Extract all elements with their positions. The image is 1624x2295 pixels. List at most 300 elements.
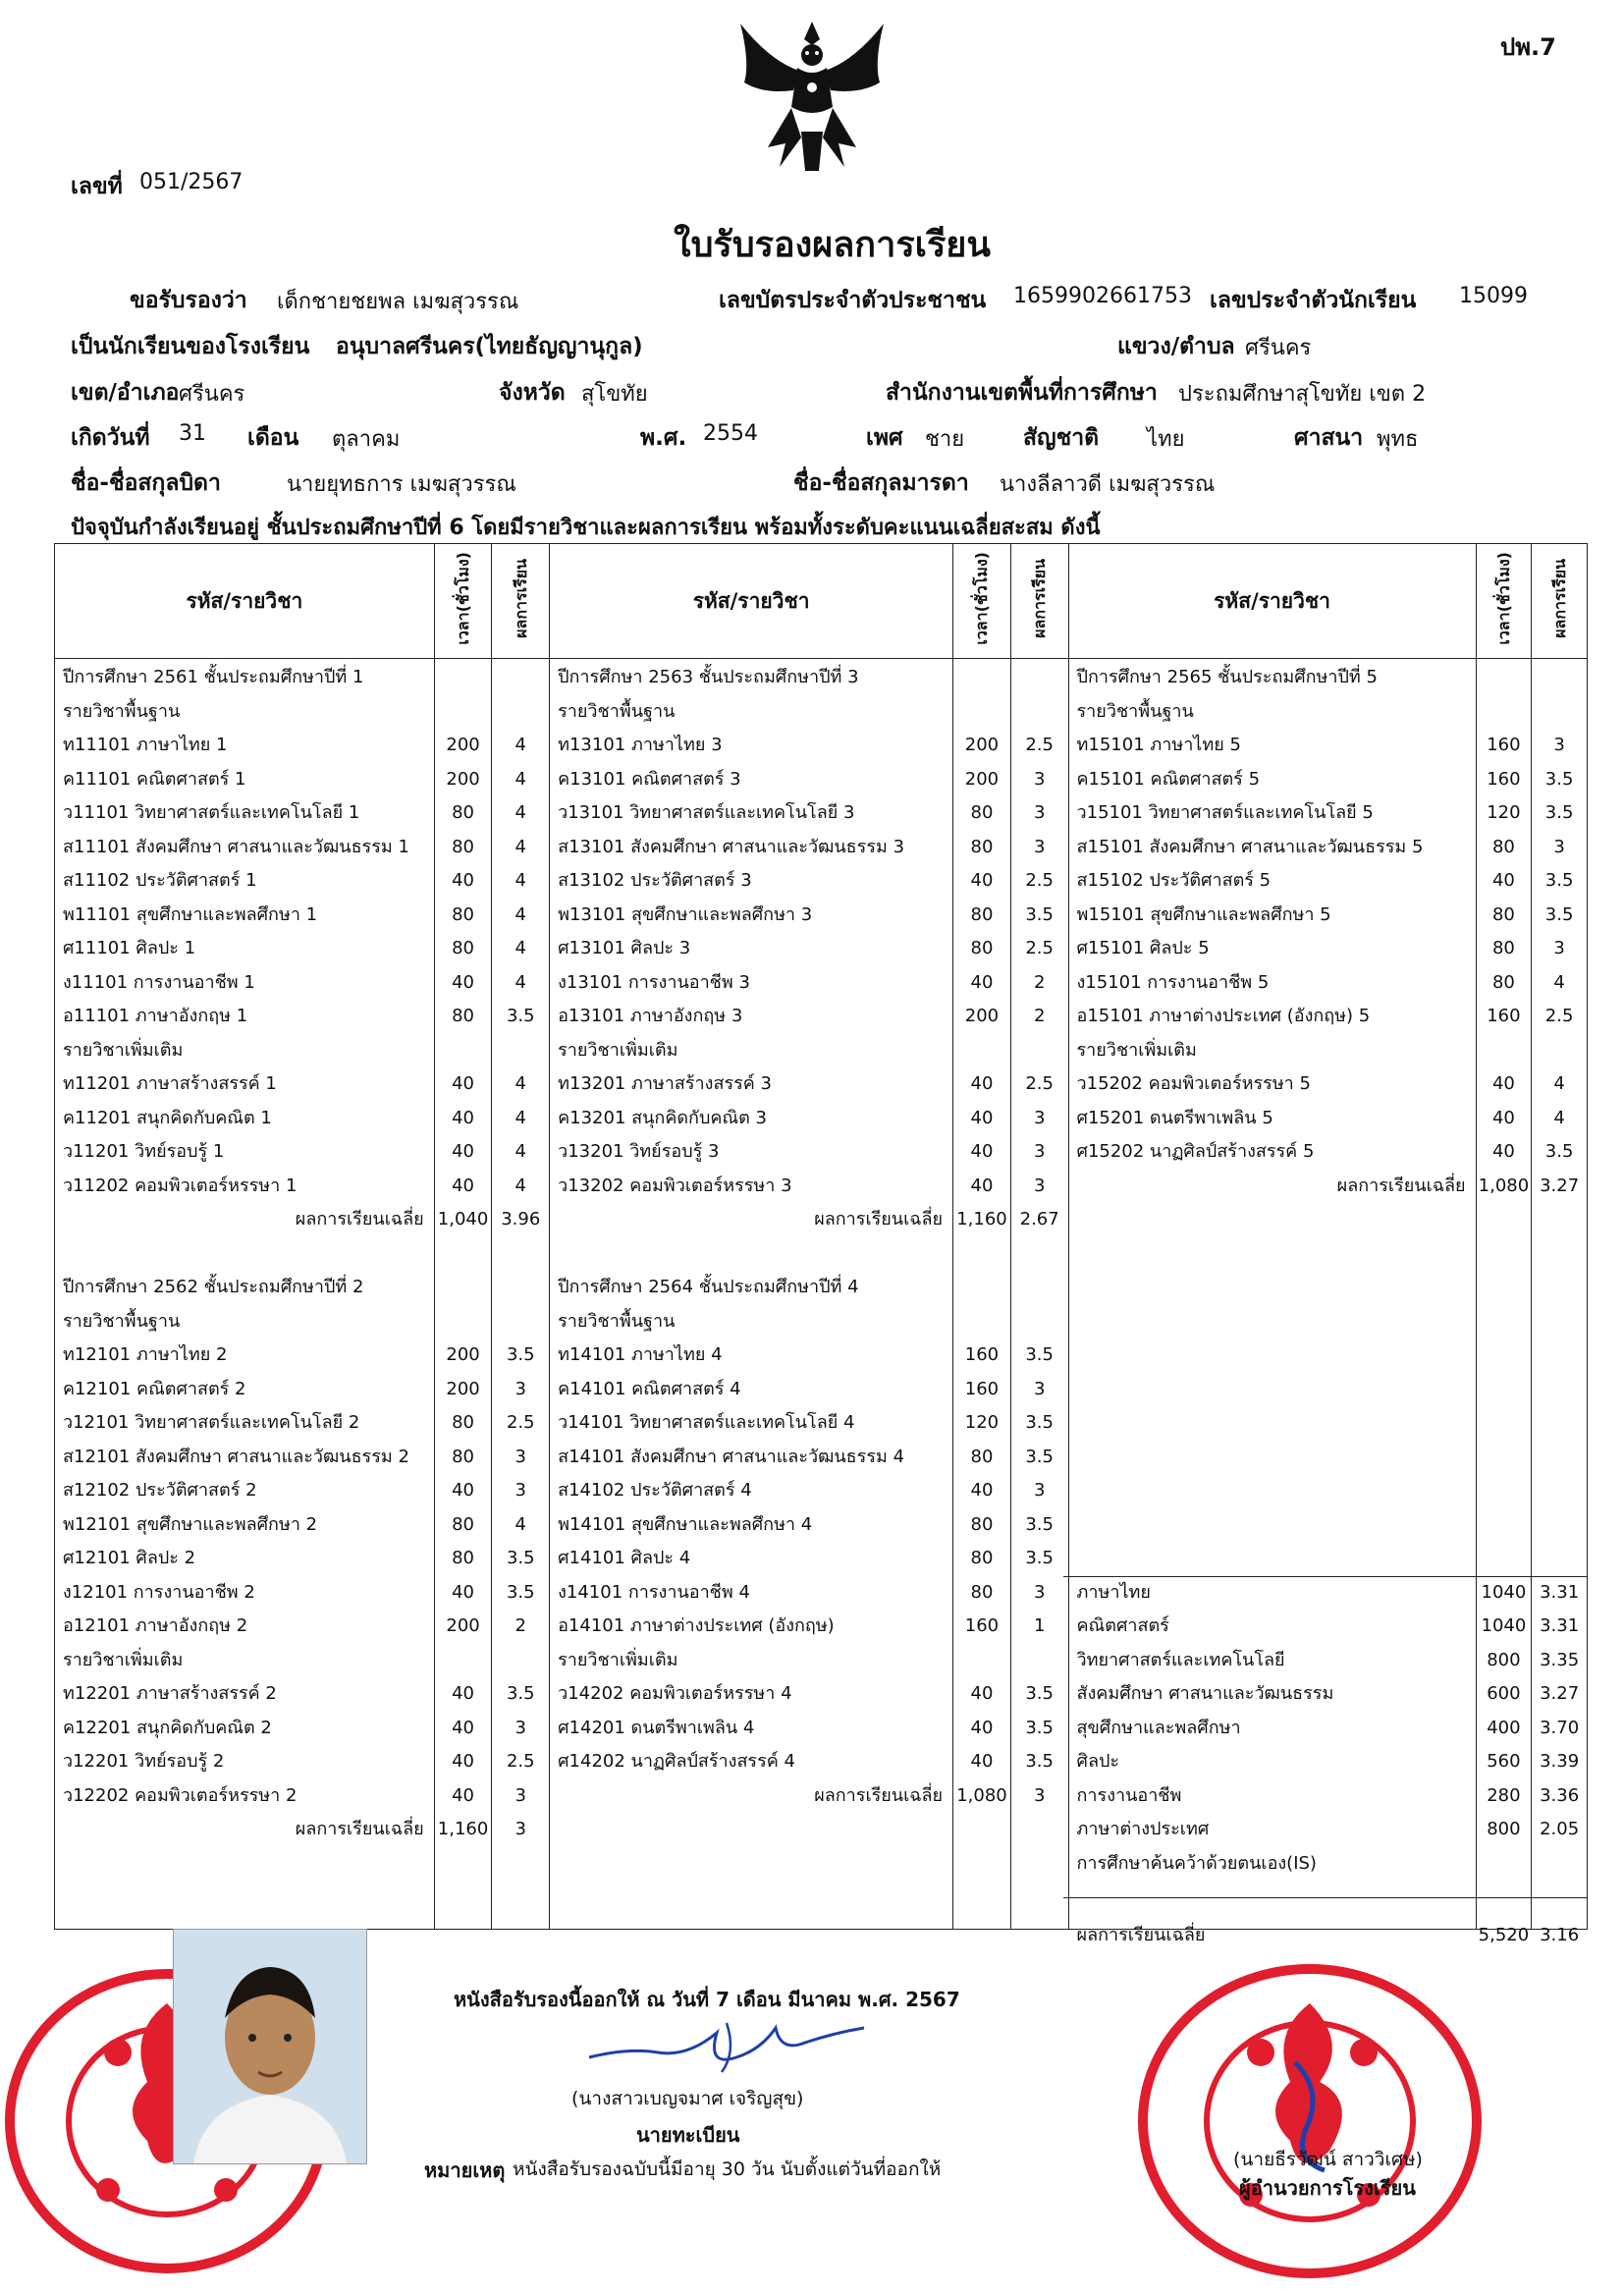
subject-hours: [953, 1305, 1010, 1339]
subject-name: ค13101 คณิตศาสตร์ 3: [558, 768, 741, 790]
doc-number-label: เลขที่: [71, 174, 123, 199]
subject-name: ส14102 ประวัติศาสตร์ 4: [558, 1480, 752, 1501]
subject-hours: 120: [964, 1412, 1000, 1433]
subject-name: ว13101 วิทยาศาสตร์และเทคโนโลยี 3: [558, 802, 855, 823]
subject-grade: [1011, 1644, 1068, 1678]
subject-name: ส13102 ประวัติศาสตร์ 3: [558, 870, 752, 891]
subject-name: ส12101 สังคมศึกษา ศาสนาและวัฒนธรรม 2: [63, 1446, 409, 1467]
subject-grade: 3.5: [1025, 1717, 1054, 1738]
subject-hours: [1477, 1034, 1532, 1068]
subject-name: ว15202 คอมพิวเตอร์หรรษา 5: [1076, 1073, 1311, 1094]
director-title: ผู้อำนวยการโรงเรียน: [1239, 2176, 1416, 2200]
hours-header-2: [953, 544, 1011, 659]
subject-grade: 2.5: [1025, 735, 1054, 755]
sex-label: เพศ: [866, 425, 903, 451]
birth-month-label: เดือน: [247, 425, 299, 451]
subject-name: ท11201 ภาษาสร้างสรรค์ 1: [63, 1073, 277, 1094]
subject-name: ง15101 การงานอาชีพ 5: [1076, 971, 1270, 993]
subject-hours: 800: [1487, 1819, 1521, 1839]
subject-grade: [492, 661, 549, 695]
note-label: หมายเหตุ: [424, 2158, 506, 2182]
subject-grade: 4: [514, 768, 526, 790]
subject-header-1: รหัส/รายวิชา: [55, 544, 435, 659]
subject-hours: 80: [970, 938, 994, 958]
subject-name: พ11101 สุขศึกษาและพลศึกษา 1: [63, 903, 318, 925]
subject-hours: [435, 1644, 492, 1678]
subject-name: ศ15202 นาฏศิลป์สร้างสรรค์ 5: [1076, 1141, 1315, 1162]
subject-name: วิทยาศาสตร์และเทคโนโลยี: [1076, 1649, 1285, 1670]
subject-name: ศ12101 ศิลปะ 2: [63, 1548, 196, 1568]
subject-grade: 4: [514, 870, 526, 891]
subject-grade: [492, 1271, 549, 1305]
subject-name: พ14101 สุขศึกษาและพลศึกษา 4: [558, 1513, 813, 1535]
average-grade: 3.96: [501, 1209, 541, 1229]
subject-hours: 80: [970, 802, 994, 823]
subject-hours: 80: [970, 1581, 994, 1603]
birth-year-label: พ.ศ.: [640, 425, 687, 451]
nationality-label: สัญชาติ: [1023, 425, 1100, 451]
subject-hours: 40: [452, 1751, 474, 1772]
subject-hours: 1040: [1481, 1581, 1527, 1603]
subject-grade: 3: [1033, 1107, 1046, 1128]
subject-hours: 80: [452, 1412, 474, 1433]
subject-grade: [492, 1644, 549, 1678]
subject-hours: 80: [1491, 938, 1515, 958]
subject-grade: [492, 1034, 549, 1068]
subject-hours: [1477, 661, 1532, 695]
subject-grade: [1532, 1034, 1587, 1068]
subject-hours: 40: [452, 971, 474, 993]
col3-hours: [1476, 659, 1532, 1945]
subject-name: สังคมศึกษา ศาสนาและวัฒนธรรม: [1076, 1683, 1334, 1704]
document-title: ใบรับรองผลการเรียน: [674, 225, 991, 265]
subject-grade: 3: [514, 1446, 526, 1467]
subject-name: ศ13101 ศิลปะ 3: [558, 938, 691, 958]
current-status: ปัจจุบันกำลังเรียนอยู่ ชั้นประถมศึกษาปีที่ 6 โดยมีรายวิชาและผลการเรียน พร้อมทั้งระดับคะแนนเฉลี่ยสะสม ดังนี้: [71, 516, 1101, 540]
subject-hours: [1477, 695, 1532, 730]
total-hours: 1,160: [437, 1819, 489, 1839]
subject-name: ว12202 คอมพิวเตอร์หรรษา 2: [63, 1784, 298, 1806]
subject-name: ท11101 ภาษาไทย 1: [63, 735, 228, 755]
subject-name: ท13201 ภาษาสร้างสรรค์ 3: [558, 1073, 772, 1094]
subject-grade: [1532, 661, 1587, 695]
col2-subjects: [550, 659, 953, 1930]
subject-hours: 80: [1491, 971, 1515, 993]
subject-grade: 3.5: [1025, 1412, 1054, 1433]
student-name: เด็กชายชยพล เมฆสุวรรณ: [277, 290, 519, 314]
subject-grade: 4: [514, 802, 526, 823]
education-office: ประถมศึกษาสุโขทัย เขต 2: [1178, 382, 1427, 407]
subject-grade: 3: [1033, 836, 1046, 857]
subject-name: ส12102 ประวัติศาสตร์ 2: [63, 1480, 257, 1501]
subject-grade: 3: [1033, 802, 1046, 823]
subject-name: รายวิชาเพิ่มเติม: [63, 1649, 184, 1670]
subject-hours: 80: [1491, 903, 1515, 925]
father-name: นายยุทธการ เมฆสุวรรณ: [287, 472, 516, 497]
subject-grade: 3.5: [1025, 1683, 1054, 1704]
registrar-title: นายทะเบียน: [636, 2123, 740, 2147]
subject-hours: [435, 1034, 492, 1068]
subject-name: ส11101 สังคมศึกษา ศาสนาและวัฒนธรรม 1: [63, 836, 409, 857]
director-name: (นายธีรวัฒน์ สาววิเศษ): [1233, 2149, 1423, 2170]
subject-name: อ15101 ภาษาต่างประเทศ (อังกฤษ) 5: [1076, 1006, 1371, 1026]
subject-grade: 4: [1553, 1107, 1565, 1128]
subject-name: ง12101 การงานอาชีพ 2: [63, 1581, 255, 1603]
subject-name: ส14101 สังคมศึกษา ศาสนาและวัฒนธรรม 4: [558, 1446, 905, 1467]
subject-name: ว15101 วิทยาศาสตร์และเทคโนโลยี 5: [1076, 802, 1374, 823]
subject-name: [55, 1237, 434, 1272]
subject-name: ค11201 สนุกคิดกับคณิต 1: [63, 1107, 272, 1128]
subject-header-3: รหัส/รายวิชา: [1068, 544, 1476, 659]
subject-grade: 3.39: [1540, 1751, 1580, 1772]
subject-hours: 80: [970, 903, 994, 925]
subject-grade: 4: [514, 971, 526, 993]
subject-grade: 3.5: [1025, 1751, 1054, 1772]
subject-header-2: รหัส/รายวิชา: [550, 544, 953, 659]
subject-hours: 80: [452, 836, 474, 857]
subject-grade: 3: [1033, 1581, 1046, 1603]
subject-hours: 40: [452, 1141, 474, 1162]
subject-hours: 40: [452, 1581, 474, 1603]
subdistrict: ศรีนคร: [1245, 336, 1312, 360]
subject-name: ปีการศึกษา 2564 ชั้นประถมศึกษาปีที่ 4: [558, 1277, 859, 1297]
subject-name: ปีการศึกษา 2562 ชั้นประถมศึกษาปีที่ 2: [63, 1277, 364, 1297]
hours-header-text: เวลา(ชั่วโมง): [454, 552, 473, 645]
subject-name: พ13101 สุขศึกษาและพลศึกษา 3: [558, 903, 813, 925]
school-label: เป็นนักเรียนของโรงเรียน: [71, 334, 310, 359]
province-label: จังหวัด: [499, 380, 566, 406]
subject-grade: 3.35: [1540, 1649, 1580, 1670]
subdistrict-label: แขวง/ตำบล: [1117, 334, 1235, 359]
subject-hours: 40: [970, 1683, 994, 1704]
subject-hours: 80: [970, 836, 994, 857]
mother-name: นางลีลาวดี เมฆสุวรรณ: [1000, 472, 1216, 497]
subject-grade: [1011, 661, 1068, 695]
col3-grades: [1532, 659, 1588, 1945]
subject-name: อ11101 ภาษาอังกฤษ 1: [63, 1006, 248, 1026]
hours-header-1: [434, 544, 492, 659]
overall-average-label: ผลการเรียนเฉลี่ย: [1076, 1924, 1206, 1945]
hours-header-text: เวลา(ชั่วโมง): [972, 552, 992, 645]
overall-divider: [1063, 1897, 1588, 1898]
subject-name: ว11101 วิทยาศาสตร์และเทคโนโลยี 1: [63, 802, 360, 823]
subject-hours: 1040: [1481, 1615, 1527, 1636]
subject-hours: [435, 661, 492, 695]
subject-hours: 40: [970, 971, 994, 993]
subject-name: ว12201 วิทย์รอบรู้ 2: [63, 1751, 225, 1772]
issue-statement: หนังสือรับรองนี้ออกให้ ณ วันที่ 7 เดือน มีนาคม พ.ศ. 2567: [454, 1988, 960, 2011]
subject-grade: 4: [514, 735, 526, 755]
subject-hours: 200: [446, 768, 480, 790]
subject-grade: 3.5: [1025, 1446, 1054, 1467]
district: ศรีนคร: [179, 382, 245, 407]
subject-hours: 80: [452, 938, 474, 958]
subject-name: ส15102 ประวัติศาสตร์ 5: [1076, 870, 1272, 891]
subject-name: ท12201 ภาษาสร้างสรรค์ 2: [63, 1683, 277, 1704]
subject-name: ภาษาต่างประเทศ: [1076, 1819, 1210, 1839]
subject-grade: [492, 1305, 549, 1339]
subject-name: ท12101 ภาษาไทย 2: [63, 1344, 228, 1365]
subject-name: การศึกษาค้นคว้าด้วยตนเอง(IS): [1076, 1852, 1317, 1874]
subject-grade: 3.31: [1540, 1581, 1580, 1603]
subject-grade: 2: [1033, 971, 1046, 993]
subject-grade: 3: [1553, 836, 1565, 857]
subject-name: รายวิชาเพิ่มเติม: [558, 1039, 678, 1061]
doc-number: 051/2567: [139, 170, 244, 194]
school-seal-right: [1123, 1944, 1496, 2295]
subject-hours: 200: [964, 768, 1000, 790]
grades-table: [54, 543, 1588, 1945]
subject-hours: 40: [1491, 1073, 1515, 1094]
total-hours: 1,160: [956, 1209, 1007, 1229]
religion-label: ศาสนา: [1294, 425, 1364, 451]
subject-name: อ14101 ภาษาต่างประเทศ (อังกฤษ): [558, 1615, 835, 1636]
registrar-signature: [579, 2013, 874, 2082]
student-photo-image: [174, 1930, 366, 2163]
grade-header-1: [492, 544, 550, 659]
subject-grade: [1532, 1847, 1587, 1882]
subject-hours: [953, 661, 1010, 695]
subject-hours: 40: [452, 1107, 474, 1128]
average-grade: 3.27: [1540, 1175, 1580, 1196]
average-grade: 2.67: [1019, 1209, 1059, 1229]
subject-grade: 3.36: [1540, 1784, 1580, 1806]
total-hours: 1,080: [1478, 1175, 1530, 1196]
average-label: ผลการเรียนเฉลี่ย: [814, 1209, 944, 1229]
subject-name: รายวิชาพื้นฐาน: [558, 700, 676, 722]
subject-grade: 3.5: [1544, 903, 1574, 925]
subject-name: ศ14101 ศิลปะ 4: [558, 1548, 691, 1568]
nationality: ไทย: [1147, 427, 1185, 452]
average-grade: 3: [514, 1819, 526, 1839]
subject-hours: 40: [970, 1751, 994, 1772]
subject-name: ศ15101 ศิลปะ 5: [1076, 938, 1210, 958]
subject-hours: 80: [452, 903, 474, 925]
subject-grade: [492, 1237, 549, 1272]
hours-header-text: เวลา(ชั่วโมง): [1493, 552, 1513, 645]
subject-hours: 160: [1487, 735, 1521, 755]
birth-day: 31: [179, 421, 206, 446]
subject-hours: 160: [964, 1344, 1000, 1365]
overall-total-hours: 5,520: [1478, 1924, 1530, 1945]
subject-hours: 40: [452, 1073, 474, 1094]
student-photo: [173, 1929, 367, 2164]
col2-hours: [953, 659, 1011, 1930]
subject-hours: 160: [1487, 768, 1521, 790]
subject-hours: [435, 1271, 492, 1305]
student-no-label: เลขประจำตัวนักเรียน: [1210, 288, 1417, 313]
grade-header-3: [1532, 544, 1588, 659]
grade-header-2: [1010, 544, 1068, 659]
subject-grade: [1532, 695, 1587, 730]
subject-name: ท15101 ภาษาไทย 5: [1076, 735, 1241, 755]
birth-year: 2554: [703, 421, 758, 446]
student-no: 15099: [1459, 284, 1528, 308]
garuda-emblem: [729, 14, 895, 191]
subject-hours: 40: [1491, 1141, 1515, 1162]
subject-name: รายวิชาพื้นฐาน: [558, 1310, 676, 1332]
subject-hours: 80: [452, 1446, 474, 1467]
col3-subjects: [1068, 659, 1476, 1945]
sex: ชาย: [925, 427, 965, 452]
subject-hours: 160: [964, 1615, 1000, 1636]
subject-name: ง11101 การงานอาชีพ 1: [63, 971, 255, 993]
subject-grade: 2: [1033, 1006, 1046, 1026]
subject-hours: 80: [452, 802, 474, 823]
subject-hours: 600: [1487, 1683, 1521, 1704]
subject-grade: 3: [514, 1784, 526, 1806]
certify-label: ขอรับรองว่า: [130, 288, 247, 313]
subject-name: รายวิชาเพิ่มเติม: [63, 1039, 184, 1061]
subject-hours: [435, 695, 492, 730]
subject-grade: 3.70: [1540, 1717, 1580, 1738]
district-label: เขต/อำเภอ: [71, 380, 180, 406]
subject-name: คณิตศาสตร์: [1076, 1615, 1169, 1636]
subject-hours: 40: [452, 1784, 474, 1806]
overall-average-grade: 3.16: [1540, 1924, 1580, 1945]
subject-grade: [1011, 1271, 1068, 1305]
subject-grade: 3.5: [506, 1581, 535, 1603]
subject-name: ว13201 วิทย์รอบรู้ 3: [558, 1141, 720, 1162]
subject-grade: 4: [514, 903, 526, 925]
subject-hours: 200: [446, 735, 480, 755]
subject-grade: 3.27: [1540, 1683, 1580, 1704]
subject-hours: 40: [452, 1480, 474, 1501]
subject-grade: 3: [1033, 1480, 1046, 1501]
subject-name: ปีการศึกษา 2561 ชั้นประถมศึกษาปีที่ 1: [63, 667, 364, 687]
subject-hours: [435, 1305, 492, 1339]
average-label: ผลการเรียนเฉลี่ย: [295, 1209, 424, 1229]
subject-name: ศ14202 นาฏศิลป์สร้างสรรค์ 4: [558, 1751, 795, 1772]
subject-hours: 40: [970, 1107, 994, 1128]
subject-hours: 40: [970, 1717, 994, 1738]
subject-hours: 80: [452, 1548, 474, 1568]
subject-name: ว12101 วิทยาศาสตร์และเทคโนโลยี 2: [63, 1412, 360, 1433]
office-label: สำนักงานเขตพื้นที่การศึกษา: [886, 380, 1158, 406]
subject-name: อ12101 ภาษาอังกฤษ 2: [63, 1615, 248, 1636]
subject-hours: 40: [970, 1480, 994, 1501]
subject-grade: 3: [1033, 768, 1046, 790]
grade-header-text: ผลการเรียน: [511, 559, 530, 638]
subject-grade: 4: [514, 1175, 526, 1196]
subject-grade: 3.31: [1540, 1615, 1580, 1636]
subject-grade: 2.5: [1025, 938, 1054, 958]
subject-hours: 200: [446, 1378, 480, 1399]
total-hours: 1,040: [437, 1209, 489, 1229]
subject-hours: 200: [964, 735, 1000, 755]
subject-grade: 3.5: [506, 1344, 535, 1365]
subject-name: ค14101 คณิตศาสตร์ 4: [558, 1378, 741, 1399]
subject-hours: [953, 1034, 1010, 1068]
subject-hours: 80: [1491, 836, 1515, 857]
subject-grade: 2.5: [1544, 1006, 1574, 1026]
subject-grade: 3: [514, 1480, 526, 1501]
col2-grades: [1010, 659, 1068, 1930]
grade-header-text: ผลการเรียน: [1030, 559, 1050, 638]
subject-grade: 3.5: [506, 1006, 535, 1026]
subject-name: ศิลปะ: [1076, 1751, 1120, 1772]
subject-hours: 120: [1487, 802, 1521, 823]
subject-grade: 2: [514, 1615, 526, 1636]
subject-name: พ15101 สุขศึกษาและพลศึกษา 5: [1076, 903, 1331, 925]
id-card-label: เลขบัตรประจำตัวประชาชน: [719, 288, 987, 313]
subject-hours: 560: [1487, 1751, 1521, 1772]
subject-name: ว11202 คอมพิวเตอร์หรรษา 1: [63, 1175, 298, 1196]
birth-day-label: เกิดวันที่: [71, 425, 150, 451]
subject-grade: 4: [1553, 971, 1565, 993]
subject-name: ศ14201 ดนตรีพาเพลิน 4: [558, 1717, 755, 1738]
subject-name: ส15101 สังคมศึกษา ศาสนาและวัฒนธรรม 5: [1076, 836, 1424, 857]
subject-hours: 40: [452, 1683, 474, 1704]
subject-grade: 3: [514, 1717, 526, 1738]
subject-hours: 200: [446, 1615, 480, 1636]
subject-name: พ12101 สุขศึกษาและพลศึกษา 2: [63, 1513, 318, 1535]
subject-name: ว11201 วิทย์รอบรู้ 1: [63, 1141, 225, 1162]
subject-grade: 3.5: [1544, 802, 1574, 823]
subject-name: ปีการศึกษา 2563 ชั้นประถมศึกษาปีที่ 3: [558, 667, 859, 687]
subject-name: สุขศึกษาและพลศึกษา: [1076, 1717, 1241, 1738]
subject-hours: [953, 1644, 1010, 1678]
summary-divider: [1063, 1576, 1588, 1577]
col1-hours: [434, 659, 492, 1930]
subject-hours: 280: [1487, 1784, 1521, 1806]
form-code: ปพ.7: [1500, 33, 1556, 61]
subject-name: ท13101 ภาษาไทย 3: [558, 735, 723, 755]
subject-hours: 160: [964, 1378, 1000, 1399]
subject-hours: 80: [970, 1513, 994, 1535]
subject-hours: 80: [970, 1548, 994, 1568]
subject-name: ว14202 คอมพิวเตอร์หรรษา 4: [558, 1683, 792, 1704]
subject-grade: 2.5: [506, 1751, 535, 1772]
subject-name: ง14101 การงานอาชีพ 4: [558, 1581, 750, 1603]
subject-hours: 40: [452, 1717, 474, 1738]
subject-grade: 3.5: [1544, 870, 1574, 891]
subject-hours: 80: [452, 1513, 474, 1535]
subject-grade: 4: [514, 1107, 526, 1128]
subject-hours: 400: [1487, 1717, 1521, 1738]
subject-hours: 40: [452, 1175, 474, 1196]
subject-name: ท14101 ภาษาไทย 4: [558, 1344, 723, 1365]
subject-grade: 3: [1553, 938, 1565, 958]
subject-grade: 3.5: [506, 1548, 535, 1568]
subject-name: ศ11101 ศิลปะ 1: [63, 938, 196, 958]
subject-name: ค15101 คณิตศาสตร์ 5: [1076, 768, 1261, 790]
subject-grade: 4: [514, 1073, 526, 1094]
subject-name: ว13202 คอมพิวเตอร์หรรษา 3: [558, 1175, 792, 1196]
subject-grade: 3.5: [1544, 768, 1574, 790]
subject-hours: 40: [970, 1175, 994, 1196]
subject-hours: 40: [452, 870, 474, 891]
subject-hours: [1477, 1847, 1532, 1882]
subject-name: ว14101 วิทยาศาสตร์และเทคโนโลยี 4: [558, 1412, 855, 1433]
subject-name: ง13101 การงานอาชีพ 3: [558, 971, 750, 993]
subject-grade: 3.5: [1544, 1141, 1574, 1162]
subject-hours: 80: [452, 1006, 474, 1026]
subject-grade: 4: [514, 1513, 526, 1535]
subject-hours: 40: [970, 1141, 994, 1162]
subject-hours: 40: [1491, 870, 1515, 891]
subject-grade: 4: [514, 938, 526, 958]
subject-name: ศ15201 ดนตรีพาเพลิน 5: [1076, 1107, 1273, 1128]
subject-name: ส11102 ประวัติศาสตร์ 1: [63, 870, 257, 891]
hours-header-3: [1476, 544, 1532, 659]
subject-hours: [953, 1271, 1010, 1305]
subject-grade: 3.5: [1025, 1344, 1054, 1365]
birth-month: ตุลาคม: [332, 427, 401, 452]
subject-hours: 40: [970, 870, 994, 891]
subject-hours: 40: [970, 1073, 994, 1094]
subject-hours: 160: [1487, 1006, 1521, 1026]
